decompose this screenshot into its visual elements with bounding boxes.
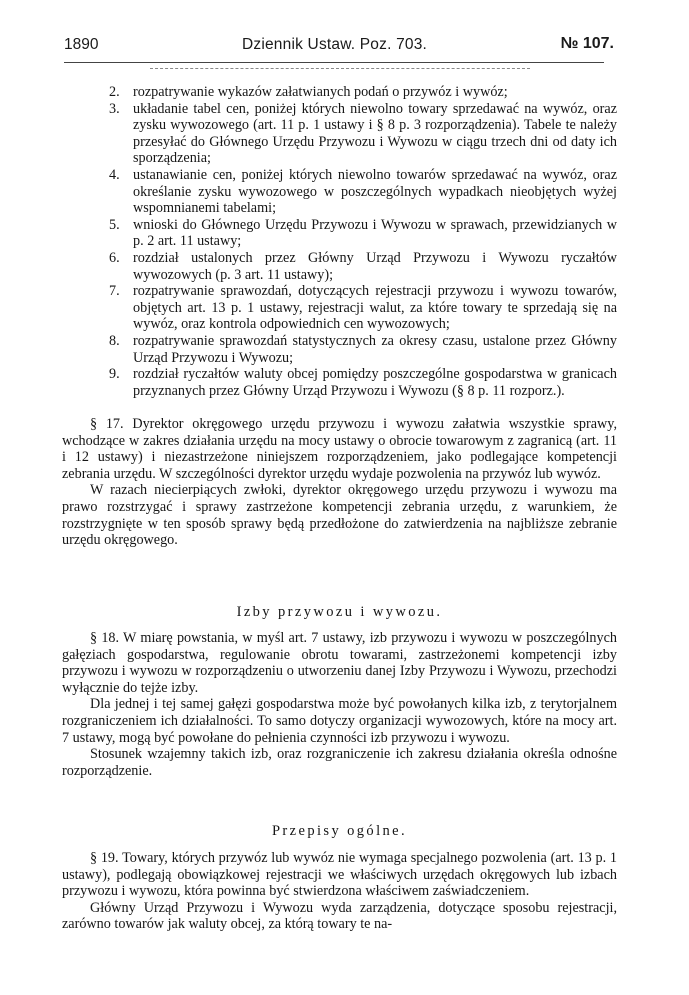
list-item xyxy=(109,101,617,167)
list-item xyxy=(109,283,617,333)
list-item-number: 6. xyxy=(109,249,120,266)
list-item-number: 5. xyxy=(109,216,120,233)
header-rule-secondary xyxy=(150,68,530,69)
header-rule xyxy=(64,62,604,63)
paragraph: Dla jednej i tej samej gałęzi gospodarstwa może być powołanych kilka izb, z terytorjalnem rozgraniczeniem ich działalności. To samo dotyczy organizacji wywozowych, które na mocy art. 7 ustawy, mogą być powołane do pełnienia czynności izb przywozu i wywozu. xyxy=(62,696,617,746)
list-item-text: rozdział ryczałtów waluty obcej pomiędzy poszczególne gospodarstwa w granicach przyznanych przez Główny Urząd Przywozu i Wywozu (§ 8 p. 11 rozporz.). xyxy=(133,366,617,399)
list-item-number: 8. xyxy=(109,332,120,349)
list-item-number: 9. xyxy=(109,366,120,383)
page-number: 1890 xyxy=(64,36,99,53)
section-heading-izby: Izby przywozu i wywozu. xyxy=(236,604,443,620)
journal-title: Dziennik Ustaw. Poz. 703. xyxy=(242,36,428,53)
list-item-text: rozpatrywanie sprawozdań statystycznych za okresy czasu, ustalone przez Główny Urząd Przywozu i Wywozu; xyxy=(133,332,617,366)
list-item xyxy=(109,366,617,399)
paragraph: W razach niecierpiących zwłoki, dyrektor okręgowego urzędu przywozu i wywozu ma prawo rozstrzygać i sprawy zastrzeżone kompetencji zebrania urzędu, z warunkiem, że rozstrzygnięte w ten sposób sprawy będą przedłożone do zatwierdzenia na najbliższe zebranie urzędu okręgowego. xyxy=(62,482,617,549)
list-item-text: układanie tabel cen, poniżej których niewolno towary sprzedawać na wywóz, oraz zysku wywozowego (art. 11 p. 1 ustawy i § 8 p. 3 rozporządzenia). Tabele te należy przesyłać do Głównego Urzędu Przywozu i Wywozu w ciągu trzech dni od daty ich sporządzenia; xyxy=(133,100,617,167)
list-item xyxy=(109,84,617,101)
section-17 xyxy=(62,416,617,549)
numbered-list xyxy=(109,84,617,399)
section-heading-przepisy: Przepisy ogólne. xyxy=(271,823,408,839)
list-item-text: ustanawianie cen, poniżej których niewolno towarów sprzedawać na wywóz, oraz określanie zysku wywozowego w poszczególnych wypadkach nieobjętych wyżej wspomnianemi tabelami; xyxy=(133,166,617,217)
paragraph: § 18. W miarę powstania, w myśl art. 7 ustawy, izb przywozu i wywozu w poszczególnych gałęziach gospodarstwa, regulowanie obrotu towarami, zastrzeżonemi kompetencji izby przywozu i wywozu w rozporządzeniu o utworzeniu danej Izby Przywozu i Wywozu, przechodzi wyłącznie do tejże izby. xyxy=(62,630,617,696)
list-item xyxy=(109,217,617,250)
list-item-number: 4. xyxy=(109,166,120,183)
list-item-text: rozpatrywanie sprawozdań, dotyczących rejestracji przywozu i wywozu towarów, objętych art. 13 p. 1 ustawy, rejestracji walut, za które towary te sprzedają się na wywóz, oraz kontrola odpowiednich cen wywozowych; xyxy=(133,283,617,333)
list-item-number: 3. xyxy=(109,100,120,117)
issue-number: № 107. xyxy=(560,35,614,52)
paragraph: § 19. Towary, których przywóz lub wywóz nie wymaga specjalnego pozwolenia (art. 13 p. 1 ustawy), podlegają obowiązkowej rejestracji we właściwych urzędach okręgowych lub izbach przywozu i wywozu, która powinna być stwierdzona właściwem zaświadczeniem. xyxy=(62,850,617,900)
list-item xyxy=(109,333,617,366)
paragraph: Główny Urząd Przywozu i Wywozu wyda zarządzenia, dotyczące sposobu rejestracji, zarówno towarów jak waluty obcej, za którą towary te na- xyxy=(62,899,617,933)
paragraph: Stosunek wzajemny takich izb, oraz rozgraniczenie ich zakresu działania określa odnośne rozporządzenie. xyxy=(62,746,617,779)
list-item-text: rozpatrywanie wykazów załatwianych podań o przywóz i wywóz; xyxy=(133,84,508,100)
section-19 xyxy=(62,850,617,933)
list-item xyxy=(109,250,617,283)
list-item-text: rozdział ustalonych przez Główny Urząd Przywozu i Wywozu ryczałtów wywozowych (p. 3 art. 11 ustawy); xyxy=(133,249,617,283)
list-item xyxy=(109,167,617,217)
list-item-number: 7. xyxy=(109,283,120,300)
paragraph: § 17. Dyrektor okręgowego urzędu przywozu i wywozu załatwia wszystkie sprawy, wchodzące w zakres działania urzędu na mocy ustawy o obrocie towarowym z zagranicą (art. 11 i 12 ustawy) i niezastrzeżone niniejszem rozporządzeniem, jako podlegające kompetencji zebrania urzędu. W szczególności dyrektor urzędu wydaje pozwolenia na przywóz lub wywóz. xyxy=(62,416,617,482)
section-18 xyxy=(62,630,617,779)
page-header xyxy=(64,32,614,54)
list-item-text: wnioski do Głównego Urzędu Przywozu i Wywozu w sprawach, przewidzianych w p. 2 art. 11 ustawy; xyxy=(133,216,617,250)
list-item-number: 2. xyxy=(109,84,120,100)
